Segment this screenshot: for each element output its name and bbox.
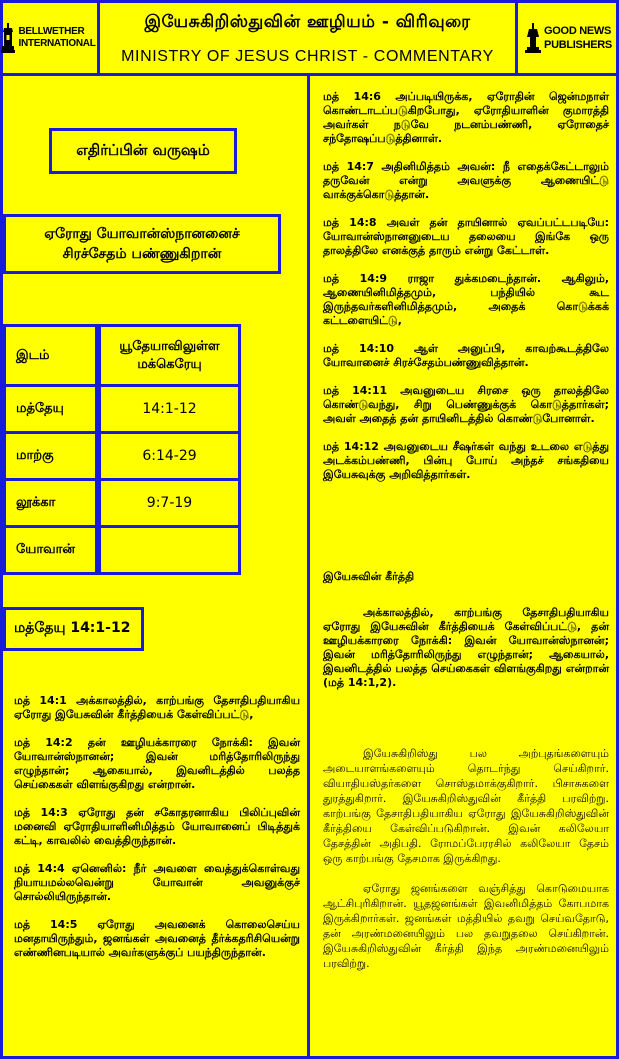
verse: மத் 14:2 தன் ஊழியக்காரரை நோக்கி: இவன் யோவான்ஸ்நானன்; இவன் மரித்தோரிலிருந்து எழுந்தான்; ஆகையால், இவனிடத்தில் பலத்த செய்கைகள் விளங்குகிறது என்றான். [14, 736, 300, 791]
verses-left [14, 694, 300, 974]
verse: மத் 14:9 ராஜா துக்கமடைந்தான். ஆகிலும், ஆணையினிமித்தமும், பந்தியில் கூட இருந்தவர்களினிமித்தமும், அதைக் கொடுக்கக் கட்டளையிட்டு, [323, 272, 609, 327]
table-row-john: யோவான் [3, 525, 98, 575]
title-tamil: இயேசுகிறிஸ்துவின் ஊழியம் - விரிவுரை [144, 12, 471, 32]
table-header-place: இடம் [3, 324, 98, 387]
lamp-icon [525, 23, 541, 53]
good-news-logo-text: GOOD NEWS PUBLISHERS [544, 25, 612, 51]
commentary-paragraph: இயேசுகிறிஸ்து பல அற்புதங்களையும் அடையாளங்களையும் தொடர்ந்து செய்கிறார். வியாதியஸ்தர்களை சொஸ்தமாக்குகிறார். பிசாசுகளை துரத்துகிறார். இயேசுகிறிஸ்துவின் கீர்த்தி பரவிற்று. காற்பங்கு தேசாதிபதியாகிய ஏரோது இயேசுகிறிஸ்துவின் கீர்த்தியை கேள்விப்படுகிறான். இவன் கலிலேயா தேசத்தின் அதிபதி. ரோமப்பேரரசில் கலிலேயா தேசம் ஒரு காற்பங்கு தேசமாக இருக்கிறது. [323, 747, 609, 865]
verse: மத் 14:11 அவனுடைய சிரசை ஒரு தாலத்திலே கொண்டுவந்து, சிறு பெண்ணுக்குக் கொடுத்தார்கள்; அவள் அதைத் தன் தாயினிடத்தில் கொண்டுபோனாள். [323, 384, 609, 425]
verse: மத் 14:4 ஏனெனில்: நீர் அவளை வைத்துக்கொள்வது நியாயமல்லவென்று யோவான் அவனுக்குச் சொல்லியிருந்தான். [14, 862, 300, 903]
table-ref-mark: 6:14-29 [98, 431, 241, 481]
header [0, 0, 619, 76]
table-ref-john [98, 525, 241, 575]
verse: மத் 14:7 அதினிமித்தம் அவன்: நீ எதைக்கேட்டாலும் தருவேன் என்று அவளுக்கு ஆணையிட்டு வாக்குக்கொடுத்தான். [323, 160, 609, 201]
table-ref-matthew: 14:1-12 [98, 384, 241, 434]
verse: மத் 14:6 அப்படியிருக்க, ஏரோதின் ஜென்மநாள் கொண்டாடப்படுகிறபோது, ஏரோதியாளின் குமாரத்தி அவர்கள் நடுவே நடனம்பண்ணி, ஏரோதைச் சந்தோஷப்படுத்தினாள். [323, 90, 609, 145]
verse: மத் 14:3 ஏரோது தன் சகோதரனாகிய பிலிப்புவின் மனைவி ஏரோதியாளினிமித்தம் யோவானைப் பிடித்துக் கட்டி, காவலில் வைத்திருந்தான். [14, 806, 300, 847]
event-box: ஏரோது யோவான்ஸ்நானனைச் சிரச்சேதம் பண்ணுகிறான் [3, 214, 281, 274]
section-heading: இயேசுவின் கீர்த்தி [323, 570, 415, 583]
bellwether-logo [0, 0, 100, 76]
verses-right [323, 90, 609, 496]
table-header-location: யூதேயாவிலுள்ள மக்கெரேயு [98, 324, 241, 387]
era-box: எதிர்ப்பின் வருஷம் [49, 128, 237, 174]
bell-tower-icon [1, 23, 15, 53]
verse: மத் 14:8 அவள் தன் தாயினால் ஏவப்பட்டபடியே: யோவான்ஸ்நானனுடைய தலையை இங்கே ஒரு தாலத்திலே எனக்குத் தாரும் என்று கேட்டாள். [323, 216, 609, 257]
table-row-matthew: மத்தேயு [3, 384, 98, 434]
left-column [0, 76, 310, 1059]
verse: மத் 14:1 அக்காலத்தில், காற்பங்கு தேசாதிபதியாகிய ஏரோது இயேசுவின் கீர்த்தியைக் கேள்விப்பட்டு, [14, 694, 300, 721]
verse: மத் 14:12 அவனுடைய சீஷர்கள் வந்து உடலை எடுத்து அடக்கம்பண்ணி, பின்பு போய் அந்தச் சங்கதியை இயேசுவுக்கு அறிவித்தார்கள். [323, 440, 609, 481]
table-row-luke: லூக்கா [3, 478, 98, 528]
quoted-passage: அக்காலத்தில், காற்பங்கு தேசாதிபதியாகிய ஏரோது இயேசுவின் கீர்த்தியைக் கேள்விப்பட்டு, தன் ஊழியக்காரரை நோக்கி: இவன் யோவான்ஸ்நானன்; இவன் மரித்தோரிலிருந்து எழுந்தான்; ஆகையால், இவனிடத்தில் பலத்த செய்கைகள் விளங்குகிறது என்றான் (மத் 14:1,2). [323, 606, 609, 689]
gospel-reference-box: மத்தேயு 14:1-12 [3, 607, 144, 651]
verse: மத் 14:10 ஆள் அனுப்பி, காவற்கூடத்திலே யோவானைச் சிரச்சேதம்பண்ணுவித்தான். [323, 342, 609, 369]
good-news-logo [515, 0, 619, 76]
commentary-paragraph: ஏரோது ஜனங்களை வஞ்சித்து கொடுமையாக ஆட்சிபுரிகிறான். யூதஜனங்கள் இவனிமித்தம் கோபமாக இருக்கிறார்கள். ஜனங்கள் மத்தியில் தவறு செய்வதோடு, தன் அரண்மனையிலும் பல தவறுதலை செய்கிறான். இயேசுகிறிஸ்துவின் கீர்த்தி இந்த அரண்மனையிலும் பரவிற்று. [323, 882, 609, 970]
verse: மத் 14:5 ஏரோது அவனைக் கொலைசெய்ய மனதாயிருந்தும், ஜனங்கள் அவனைத் தீர்க்கதரிசியென்று எண்ணினபடியால் அவர்களுக்குப் பயந்திருந்தான். [14, 918, 300, 959]
commentary [323, 746, 609, 986]
right-column [313, 76, 619, 1059]
table-ref-luke: 9:7-19 [98, 478, 241, 528]
bellwether-logo-text: BELLWETHER INTERNATIONAL [18, 26, 96, 49]
title-area [103, 0, 512, 76]
table-row-mark: மாற்கு [3, 431, 98, 481]
title-english: MINISTRY OF JESUS CHRIST - COMMENTARY [121, 48, 494, 65]
